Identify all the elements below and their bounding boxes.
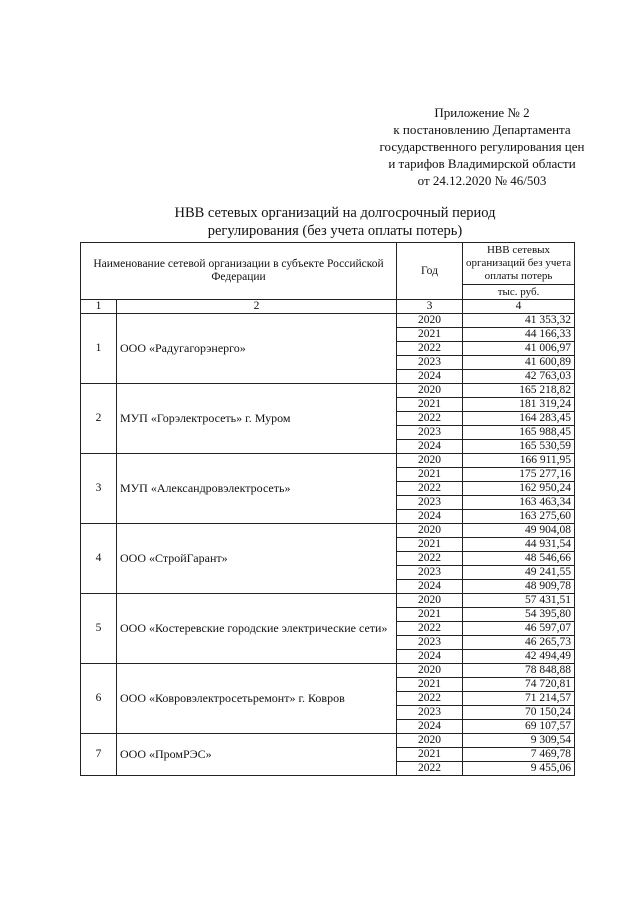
header-unit-cell: тыс. руб. [463,285,575,300]
value-cell: 48 546,66 [463,552,575,566]
year-cell: 2023 [397,566,463,580]
column-number-3: 3 [397,300,463,314]
value-cell: 163 275,60 [463,510,575,524]
year-cell: 2020 [397,664,463,678]
year-cell: 2021 [397,748,463,762]
value-cell: 164 283,45 [463,412,575,426]
year-cell: 2023 [397,636,463,650]
nvv-table [80,242,575,776]
year-cell: 2020 [397,594,463,608]
value-cell: 166 911,95 [463,454,575,468]
value-cell: 74 720,81 [463,678,575,692]
value-cell: 71 214,57 [463,692,575,706]
org-name: ООО «Костеревские городские электрические сети» [117,594,397,664]
year-cell: 2021 [397,538,463,552]
org-number: 7 [81,734,117,776]
org-number: 2 [81,384,117,454]
column-number-1: 1 [81,300,117,314]
header-value-cell: НВВ сетевых организаций без учета оплаты потерь [463,243,575,285]
value-cell: 165 218,82 [463,384,575,398]
value-cell: 69 107,57 [463,720,575,734]
table-row [81,454,575,468]
value-cell: 44 931,54 [463,538,575,552]
org-name: ООО «Ковровэлектросетьремонт» г. Ковров [117,664,397,734]
org-number: 3 [81,454,117,524]
column-number-4: 4 [463,300,575,314]
document-title-line-2: регулирования (без учета оплаты потерь) [207,223,463,239]
year-cell: 2022 [397,622,463,636]
value-cell: 165 530,59 [463,440,575,454]
table-row [81,734,575,748]
appendix-line-1: Приложение № 2 [434,105,530,120]
value-cell: 41 600,89 [463,356,575,370]
year-cell: 2024 [397,370,463,384]
year-cell: 2021 [397,678,463,692]
year-cell: 2022 [397,692,463,706]
header-year-cell: Год [397,243,463,300]
org-name: ООО «ПромРЭС» [117,734,397,776]
table-row [81,664,575,678]
year-cell: 2024 [397,720,463,734]
value-cell: 9 309,54 [463,734,575,748]
column-number-2: 2 [117,300,397,314]
value-cell: 41 353,32 [463,314,575,328]
table-row [81,524,575,538]
appendix-line-5: от 24.12.2020 № 46/503 [417,173,547,188]
document-title-line-1: НВВ сетевых организаций на долгосрочный период [174,205,496,221]
year-cell: 2022 [397,412,463,426]
header-row [81,243,575,285]
value-cell: 175 277,16 [463,468,575,482]
org-name: ООО «Радугагорэнерго» [117,314,397,384]
year-cell: 2023 [397,496,463,510]
year-cell: 2022 [397,482,463,496]
year-cell: 2024 [397,580,463,594]
table-row [81,314,575,328]
year-cell: 2022 [397,342,463,356]
header-name-cell: Наименование сетевой организации в субъекте Российской Федерации [81,243,397,300]
value-cell: 70 150,24 [463,706,575,720]
appendix-line-3: государственного регулирования цен [379,139,585,154]
year-cell: 2023 [397,426,463,440]
year-cell: 2024 [397,510,463,524]
year-cell: 2022 [397,552,463,566]
value-cell: 165 988,45 [463,426,575,440]
org-number: 5 [81,594,117,664]
org-number: 4 [81,524,117,594]
value-cell: 44 166,33 [463,328,575,342]
value-cell: 163 463,34 [463,496,575,510]
appendix-line-2: к постановлению Департамента [393,122,571,137]
value-cell: 57 431,51 [463,594,575,608]
year-cell: 2024 [397,440,463,454]
appendix-line-4: и тарифов Владимирской области [388,156,576,171]
year-cell: 2021 [397,608,463,622]
org-name: ООО «СтройГарант» [117,524,397,594]
value-cell: 49 904,08 [463,524,575,538]
value-cell: 181 319,24 [463,398,575,412]
year-cell: 2020 [397,734,463,748]
value-cell: 41 006,97 [463,342,575,356]
value-cell: 7 469,78 [463,748,575,762]
year-cell: 2023 [397,356,463,370]
year-cell: 2020 [397,524,463,538]
value-cell: 46 265,73 [463,636,575,650]
org-name: МУП «Александровэлектросеть» [117,454,397,524]
value-cell: 42 763,03 [463,370,575,384]
year-cell: 2024 [397,650,463,664]
year-cell: 2022 [397,762,463,776]
value-cell: 48 909,78 [463,580,575,594]
value-cell: 162 950,24 [463,482,575,496]
org-name: МУП «Горэлектросеть» г. Муром [117,384,397,454]
year-cell: 2021 [397,468,463,482]
value-cell: 42 494,49 [463,650,575,664]
column-number-row [81,300,575,314]
year-cell: 2020 [397,384,463,398]
year-cell: 2020 [397,314,463,328]
year-cell: 2021 [397,398,463,412]
year-cell: 2023 [397,706,463,720]
table-row [81,384,575,398]
value-cell: 49 241,55 [463,566,575,580]
year-cell: 2021 [397,328,463,342]
org-number: 1 [81,314,117,384]
table-row [81,594,575,608]
year-cell: 2020 [397,454,463,468]
value-cell: 54 395,80 [463,608,575,622]
value-cell: 9 455,06 [463,762,575,776]
value-cell: 46 597,07 [463,622,575,636]
appendix-block [370,104,594,189]
org-number: 6 [81,664,117,734]
document-title [150,204,520,240]
value-cell: 78 848,88 [463,664,575,678]
